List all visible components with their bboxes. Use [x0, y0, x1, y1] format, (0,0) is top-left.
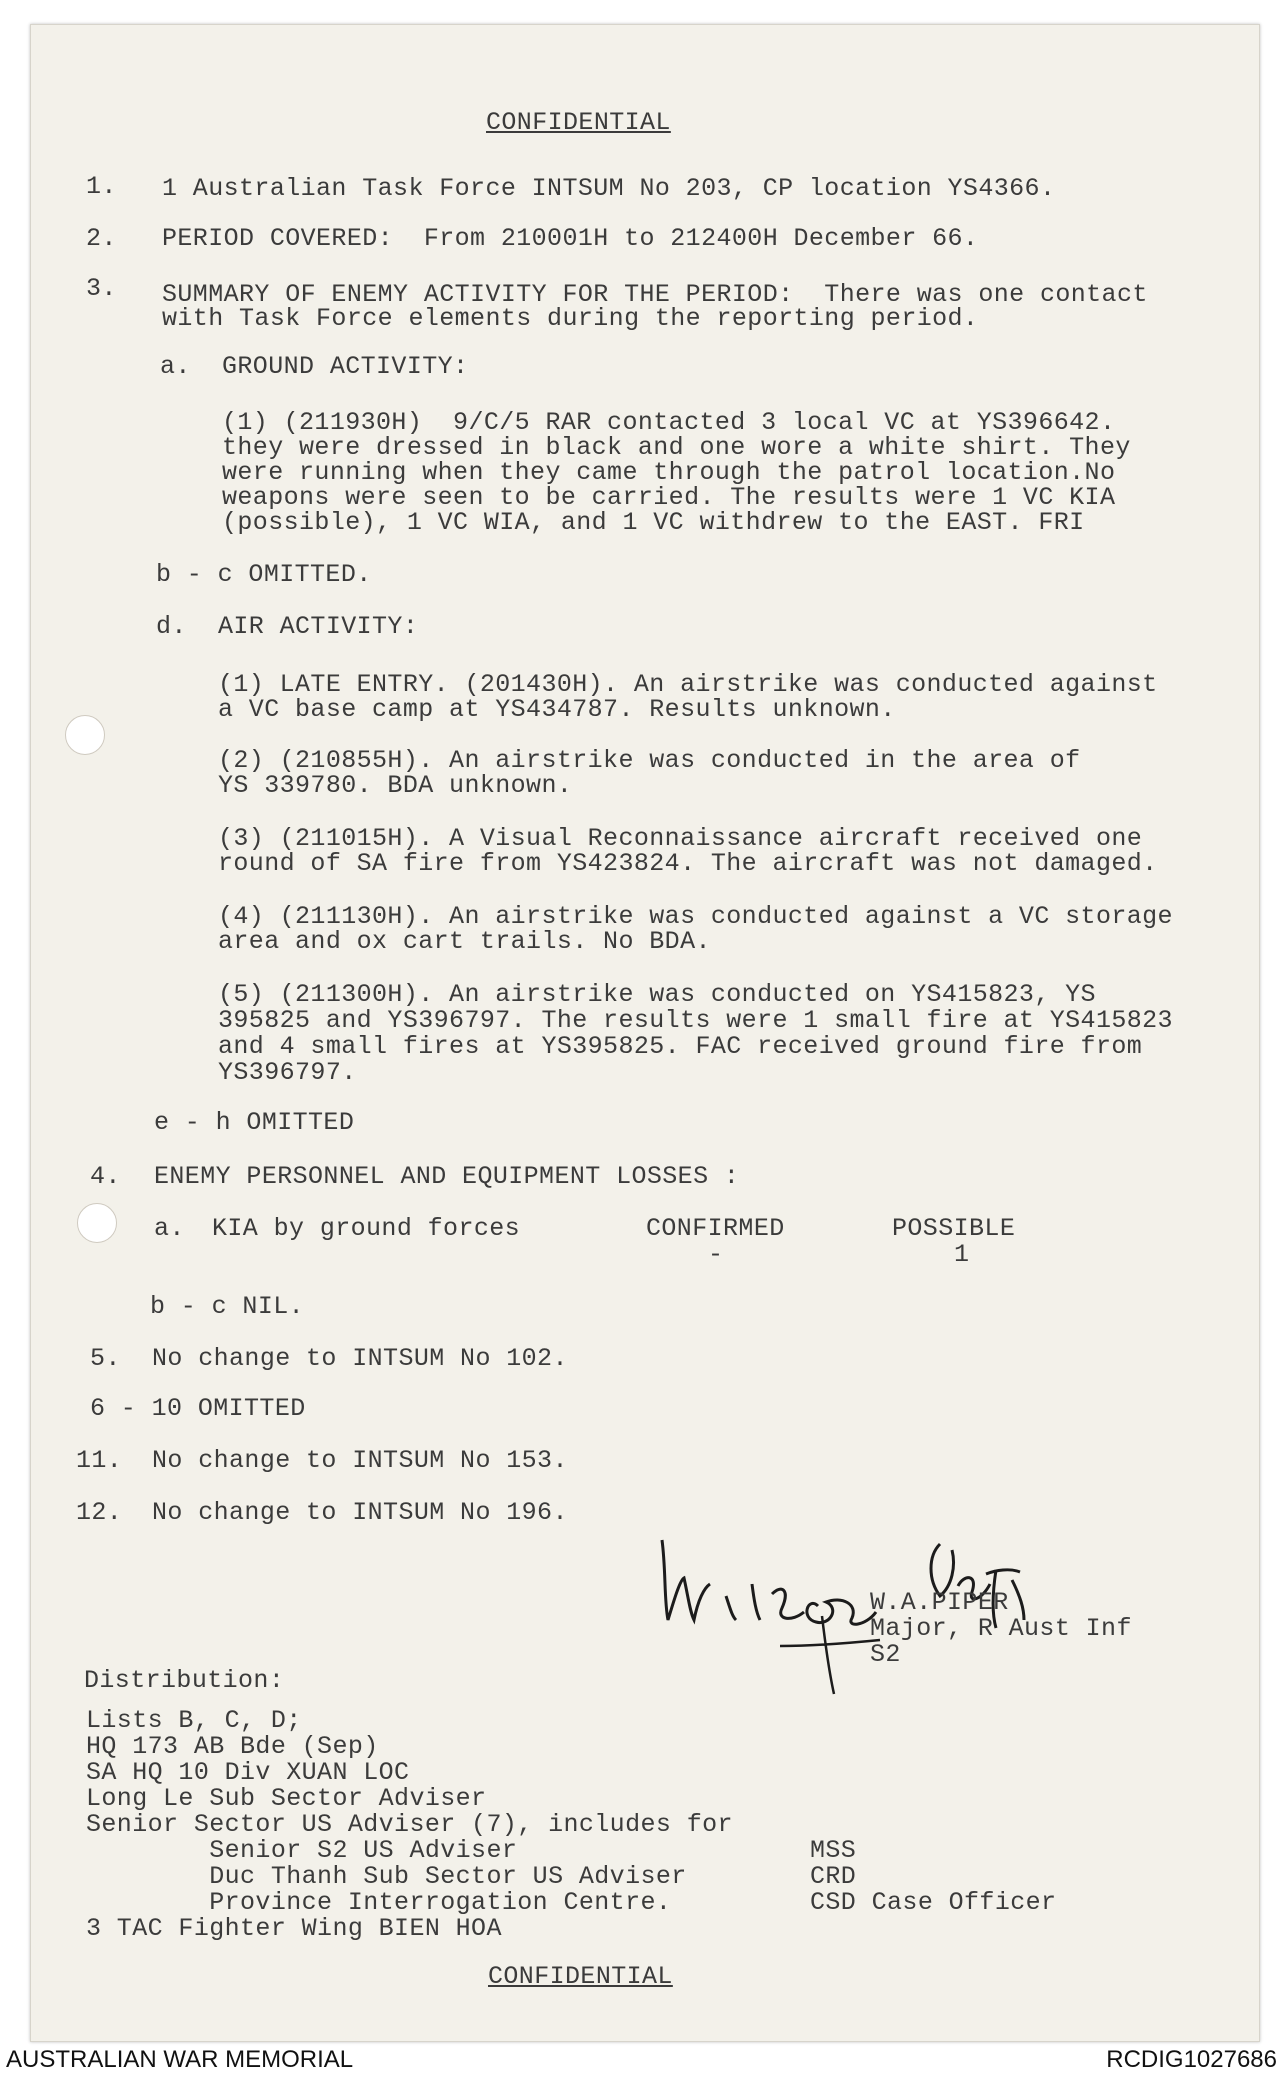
- item-11-number: 11.: [76, 1446, 123, 1475]
- losses-row-letter: a.: [154, 1214, 185, 1243]
- losses-row-label: KIA by ground forces: [212, 1214, 521, 1243]
- air-activity-heading: AIR ACTIVITY:: [218, 612, 419, 641]
- losses-possible-value: 1: [954, 1240, 970, 1269]
- ground-activity-heading: GROUND ACTIVITY:: [222, 352, 469, 381]
- item-2-text: PERIOD COVERED: From 210001H to 212400H December 66.: [162, 224, 979, 253]
- omitted-b-c: b - c OMITTED.: [156, 560, 372, 589]
- omitted-e-h: e - h OMITTED: [154, 1108, 355, 1137]
- punch-hole-top: [65, 715, 105, 755]
- air-entry-3: (3) (211015H). A Visual Reconnaissance aircraft received one round of SA fire from YS423824. The aircraft was not damaged.: [218, 824, 1158, 878]
- losses-confirmed-value: -: [708, 1240, 724, 1269]
- distribution-label: Distribution:: [84, 1666, 285, 1695]
- item-6-10-omitted: 6 - 10 OMITTED: [90, 1394, 306, 1423]
- item-11-text: No change to INTSUM No 153.: [152, 1446, 568, 1475]
- losses-col-confirmed: CONFIRMED: [646, 1214, 785, 1243]
- punch-hole-bottom: [77, 1203, 117, 1243]
- ground-activity-letter: a.: [160, 352, 191, 381]
- ground-activity-entry-1: (1) (211930H) 9/C/5 RAR contacted 3 local VC at YS396642. they were dressed in black and one wore a white shirt. They were running when they came through the patrol location.No weapons were seen to be carried. The results were 1 VC KIA (possible), 1 VC WIA, and 1 VC withdrew to the EAST. FRI: [222, 408, 1131, 537]
- item-4-number: 4.: [90, 1162, 121, 1191]
- item-2-number: 2.: [86, 224, 117, 253]
- signatory-name: W.A.PIPER: [870, 1588, 1009, 1617]
- item-5-text: No change to INTSUM No 102.: [152, 1344, 568, 1373]
- item-12-text: No change to INTSUM No 196.: [152, 1498, 568, 1527]
- item-3-line-1: SUMMARY OF ENEMY ACTIVITY FOR THE PERIOD: There was one contact: [162, 280, 1148, 309]
- air-entry-2: (2) (210855H). An airstrike was conducted in the area of YS 339780. BDA unknown.: [218, 746, 1081, 800]
- header-classification: CONFIDENTIAL: [486, 108, 671, 137]
- signatory-role: S2: [870, 1640, 901, 1669]
- item-1-text: 1 Australian Task Force INTSUM No 203, CP location YS4366.: [162, 174, 1056, 203]
- item-4-heading: ENEMY PERSONNEL AND EQUIPMENT LOSSES :: [154, 1162, 740, 1191]
- item-5-number: 5.: [90, 1344, 121, 1373]
- distribution-right-list: MSS CRD CSD Case Officer: [810, 1836, 1057, 1917]
- distribution-list: Lists B, C, D; HQ 173 AB Bde (Sep) SA HQ 10 Div XUAN LOC Long Le Sub Sector Adviser Senior Sector US Adviser (7), includes for Senior S2 US Adviser Duc Thanh Sub Sector US Adviser Province Interrogation Centre. 3 TAC Fighter Wing BIEN HOA: [86, 1706, 733, 1943]
- air-entry-5: (5) (211300H). An airstrike was conducted on YS415823, YS 395825 and YS396797. The results were 1 small fire at YS415823 and 4 small fires at YS395825. FAC received ground fire from YS396797.: [218, 980, 1173, 1087]
- item-3-number: 3.: [86, 274, 117, 303]
- losses-col-possible: POSSIBLE: [892, 1214, 1016, 1243]
- footer-classification: CONFIDENTIAL: [488, 1962, 673, 1991]
- air-activity-letter: d.: [156, 612, 187, 641]
- item-12-number: 12.: [76, 1498, 123, 1527]
- air-entry-1: (1) LATE ENTRY. (201430H). An airstrike was conducted against a VC base camp at YS434787. Results unknown.: [218, 670, 1158, 724]
- archive-reference: RCDIG1027686: [1106, 2046, 1277, 2073]
- signatory-rank: Major, R Aust Inf: [870, 1614, 1132, 1643]
- air-entry-4: (4) (211130H). An airstrike was conducted against a VC storage area and ox cart trails. No BDA.: [218, 902, 1173, 956]
- item-1-number: 1.: [86, 172, 117, 201]
- item-3-line-2: with Task Force elements during the reporting period.: [162, 304, 979, 333]
- losses-nil: b - c NIL.: [150, 1292, 305, 1321]
- archive-institution: AUSTRALIAN WAR MEMORIAL: [6, 2046, 354, 2073]
